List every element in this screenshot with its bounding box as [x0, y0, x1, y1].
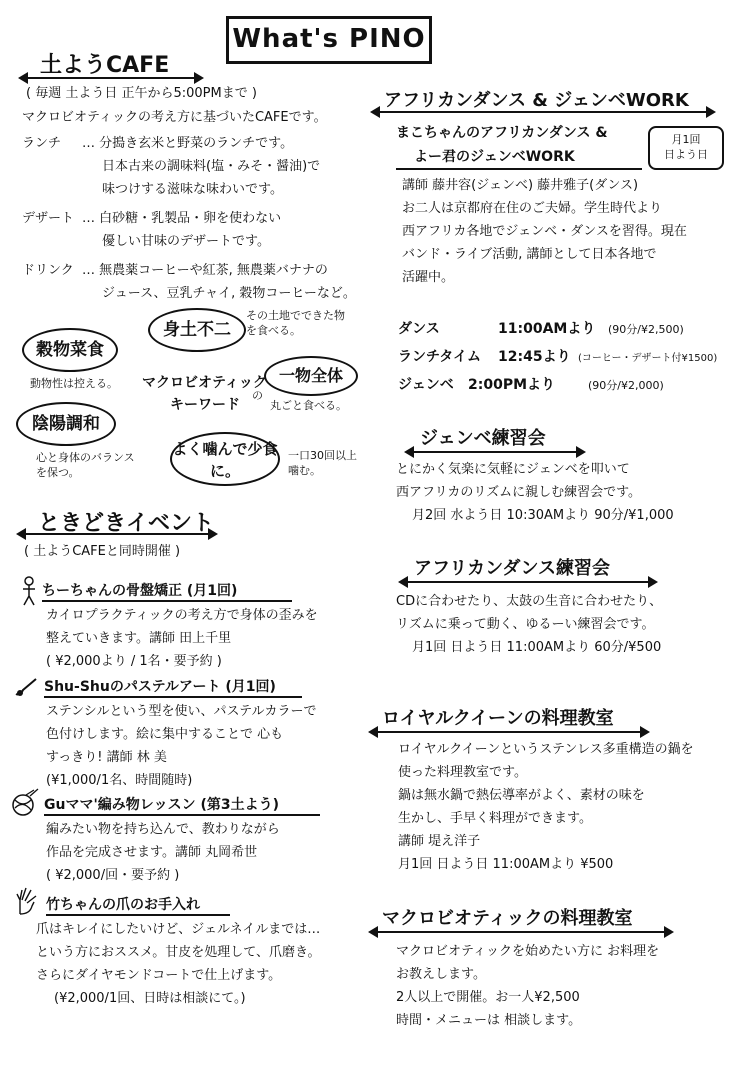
keyword-bubble-ichibutsu: 一物全体 — [264, 356, 358, 396]
event-underline — [44, 814, 320, 816]
africa-frequency-day: 日よう日 — [664, 148, 708, 161]
schedule-time: 12:45より — [498, 349, 571, 365]
africa-body — [402, 174, 687, 289]
brush-icon — [14, 676, 40, 698]
event-line: 編みたい物を持ち込んで、教わりながら — [46, 822, 280, 837]
royal-body — [398, 738, 694, 876]
keyword-center-line1: マクロビオティック — [142, 375, 267, 391]
royal-teacher: 講師 堤え洋子 — [398, 834, 481, 849]
djembe-body — [396, 458, 674, 527]
schedule-time: 11:00AMより — [498, 321, 596, 337]
schedule-detail: (コーヒー・デザート付¥1500) — [578, 353, 718, 364]
cafe-menu — [22, 132, 362, 305]
yarn-icon — [10, 788, 40, 818]
dance-line: CDに合わせたり、太鼓の生音に合わせたり、 — [396, 594, 663, 609]
cafe-item-line: 日本古来の調味料(塩・みそ・醤油)で — [102, 159, 321, 174]
schedule-detail: (90分/¥2,000) — [588, 379, 664, 392]
event-line: ( ¥2,000/回・要予約 ) — [46, 868, 180, 883]
dance-underline — [406, 581, 650, 583]
event-line: という方におススメ。甘皮を処理して、爪磨き。 — [36, 945, 321, 960]
event-body — [46, 818, 280, 887]
event-body — [46, 604, 318, 673]
africa-subtitle-underline — [396, 168, 642, 170]
cafe-item-line: … 白砂糖・乳製品・卵を使わない — [82, 211, 282, 226]
africa-line: 活躍中。 — [402, 270, 455, 285]
event-line: (¥1,000/1名、時間随時) — [46, 773, 193, 788]
africa-line: 西アフリカ各地でジェンベ・ダンスを習得。現在 — [402, 224, 687, 239]
cafe-intro: マクロビオティックの考え方に基づいたCAFEです。 — [22, 110, 327, 125]
cafe-underline — [26, 77, 196, 79]
event-line: カイロプラクティックの考え方で身体の歪みを — [46, 608, 318, 623]
cafe-item-label: ドリンク — [22, 263, 74, 278]
cafe-item-drink — [22, 259, 362, 305]
africa-line: お二人は京都府在住のご夫婦。学生時代より — [402, 201, 663, 216]
africa-underline-arrow-right — [706, 106, 716, 118]
schedule-name: ダンス — [398, 321, 440, 337]
royal-underline-arrow-right — [640, 726, 650, 738]
schedule-row — [398, 318, 728, 346]
event-line: 爪はキレイにしたいけど、ジェルネイルまでは… — [36, 922, 321, 937]
event-underline — [44, 696, 302, 698]
africa-title: アフリカンダンス & ジェンベWORK — [384, 90, 689, 111]
event-line: (¥2,000/1回、日時は相談にて。) — [54, 991, 246, 1006]
djembe-schedule: 月2回 水よう日 10:30AMより 90分/¥1,000 — [412, 508, 674, 523]
event-line: ステンシルという型を使い、パステルカラーで — [46, 704, 317, 719]
royal-line: 生かし、手早く料理ができます。 — [398, 811, 592, 826]
event-title: Guママ'編み物レッスン (第3土よう) — [44, 797, 280, 813]
africa-frequency-box — [648, 126, 724, 170]
schedule-row — [398, 346, 728, 374]
keyword-center-particle: の — [252, 389, 263, 402]
djembe-title: ジェンベ練習会 — [420, 428, 546, 449]
events-subtitle: ( 土ようCAFEと同時開催 ) — [24, 544, 181, 559]
cafe-item-line: … 分搗き玄米と野菜のランチです。 — [82, 136, 294, 151]
africa-subtitle-line1: まこちゃんのアフリカンダンス & — [396, 125, 608, 141]
djembe-line: とにかく気楽に気軽にジェンベを叩いて — [396, 462, 630, 477]
keyword-bubble-chew: よく噛んで少食に。 — [170, 432, 280, 486]
cafe-item-dessert — [22, 207, 362, 253]
cafe-schedule: ( 毎週 土よう日 正午から5:00PMまで ) — [26, 86, 257, 101]
keyword-note-inyo: 心と身体のバランスを保つ。 — [36, 451, 135, 479]
person-icon — [20, 576, 38, 606]
cafe-item-line: ジュース、豆乳チャイ, 穀物コーヒーなど。 — [102, 286, 356, 301]
dance-title: アフリカンダンス練習会 — [414, 558, 611, 579]
cafe-item-label: デザート — [22, 211, 75, 226]
africa-line: 講師 藤井容(ジェンベ) 藤井雅子(ダンス) — [402, 178, 639, 193]
macro-line: 時間・メニューは 相談します。 — [396, 1013, 582, 1028]
events-underline-arrow-right — [208, 528, 218, 540]
djembe-line: 西アフリカのリズムに親しむ練習会です。 — [396, 485, 642, 500]
royal-line: ロイヤルクイーンというステンレス多重構造の鍋を — [398, 742, 694, 757]
royal-line: 使った料理教室です。 — [398, 765, 527, 780]
keyword-note-chew: 一口30回以上噛む。 — [288, 449, 357, 477]
macro-title: マクロビオティックの料理教室 — [382, 908, 633, 929]
djembe-underline — [412, 451, 578, 453]
keyword-note-shindo: その土地でできた物を食べる。 — [246, 309, 345, 337]
macro-line: マクロビオティックを始めたい方に お料理を — [396, 944, 660, 959]
keyword-note-grain: 動物性は控える。 — [30, 377, 118, 390]
royal-underline — [376, 731, 642, 733]
event-title: 竹ちゃんの爪のお手入れ — [46, 897, 200, 913]
dance-body — [396, 590, 662, 659]
macro-line: お教えします。 — [396, 967, 486, 982]
event-body — [46, 700, 317, 792]
africa-schedule — [398, 318, 728, 402]
event-line: ( ¥2,000より / 1名・要予約 ) — [46, 654, 222, 669]
cafe-item-lunch — [22, 132, 362, 201]
event-line: 整えていきます。講師 田上千里 — [46, 631, 232, 646]
cafe-title: 土ようCAFE — [40, 53, 170, 78]
royal-line: 鍋は無水鍋で熱伝導率がよく、素材の味を — [398, 788, 645, 803]
schedule-detail: (90分/¥2,500) — [608, 323, 684, 336]
cafe-item-line: 味つけする滋味な味わいです。 — [102, 182, 283, 197]
events-title: ときどきイベント — [38, 511, 215, 536]
event-underline — [46, 914, 230, 916]
macro-line: 2人以上で開催。お一人¥2,500 — [396, 990, 580, 1005]
djembe-underline-arrow-right — [576, 446, 586, 458]
event-line: すっきり! 講師 林 美 — [46, 750, 167, 765]
africa-subtitle-line2: よー君のジェンベWORK — [414, 149, 575, 165]
keyword-center-line2: キーワード — [170, 397, 240, 413]
royal-title: ロイヤルクイーンの料理教室 — [382, 708, 614, 729]
macro-underline — [376, 931, 666, 933]
macro-underline-arrow-right — [664, 926, 674, 938]
event-title: Shu-Shuのパステルアート (月1回) — [44, 679, 276, 695]
royal-schedule: 月1回 日よう日 11:00AMより ¥500 — [398, 857, 614, 872]
schedule-time: 2:00PMより — [468, 377, 556, 393]
macro-body — [396, 940, 659, 1032]
page-title: What's PINO — [226, 16, 432, 64]
event-line: 色付けします。絵に集中することで 心も — [46, 727, 284, 742]
africa-frequency: 月1回 — [671, 133, 701, 146]
africa-line: バンド・ライブ活動, 講師として日本各地で — [402, 247, 657, 262]
events-underline — [24, 533, 210, 535]
event-line: さらにダイヤモンドコートで仕上げます。 — [36, 968, 282, 983]
cafe-item-line: 優しい甘味のデザートです。 — [102, 234, 270, 249]
hand-icon — [14, 886, 42, 916]
keyword-note-ichibutsu: 丸ごと食べる。 — [270, 399, 347, 412]
schedule-row — [398, 374, 728, 402]
keyword-bubble-shindo: 身土不二 — [148, 308, 246, 352]
dance-schedule: 月1回 日よう日 11:00AMより 60分/¥500 — [412, 640, 662, 655]
cafe-item-line: … 無農薬コーヒーや紅茶, 無農薬バナナの — [82, 263, 328, 278]
event-title: ちーちゃんの骨盤矯正 (月1回) — [42, 583, 238, 599]
schedule-name: ジェンベ — [398, 377, 454, 393]
keyword-bubble-grain: 穀物菜食 — [22, 328, 118, 372]
dance-line: リズムに乗って動く、ゆるーい練習会です。 — [396, 617, 655, 632]
event-line: 作品を完成させます。講師 丸岡希世 — [46, 845, 258, 860]
schedule-name: ランチタイム — [398, 349, 482, 365]
event-underline — [42, 600, 292, 602]
event-body — [36, 918, 320, 1010]
dance-underline-arrow-right — [648, 576, 658, 588]
keyword-bubble-inyo: 陰陽調和 — [16, 402, 116, 446]
cafe-item-label: ランチ — [22, 136, 62, 151]
africa-underline — [378, 111, 708, 113]
